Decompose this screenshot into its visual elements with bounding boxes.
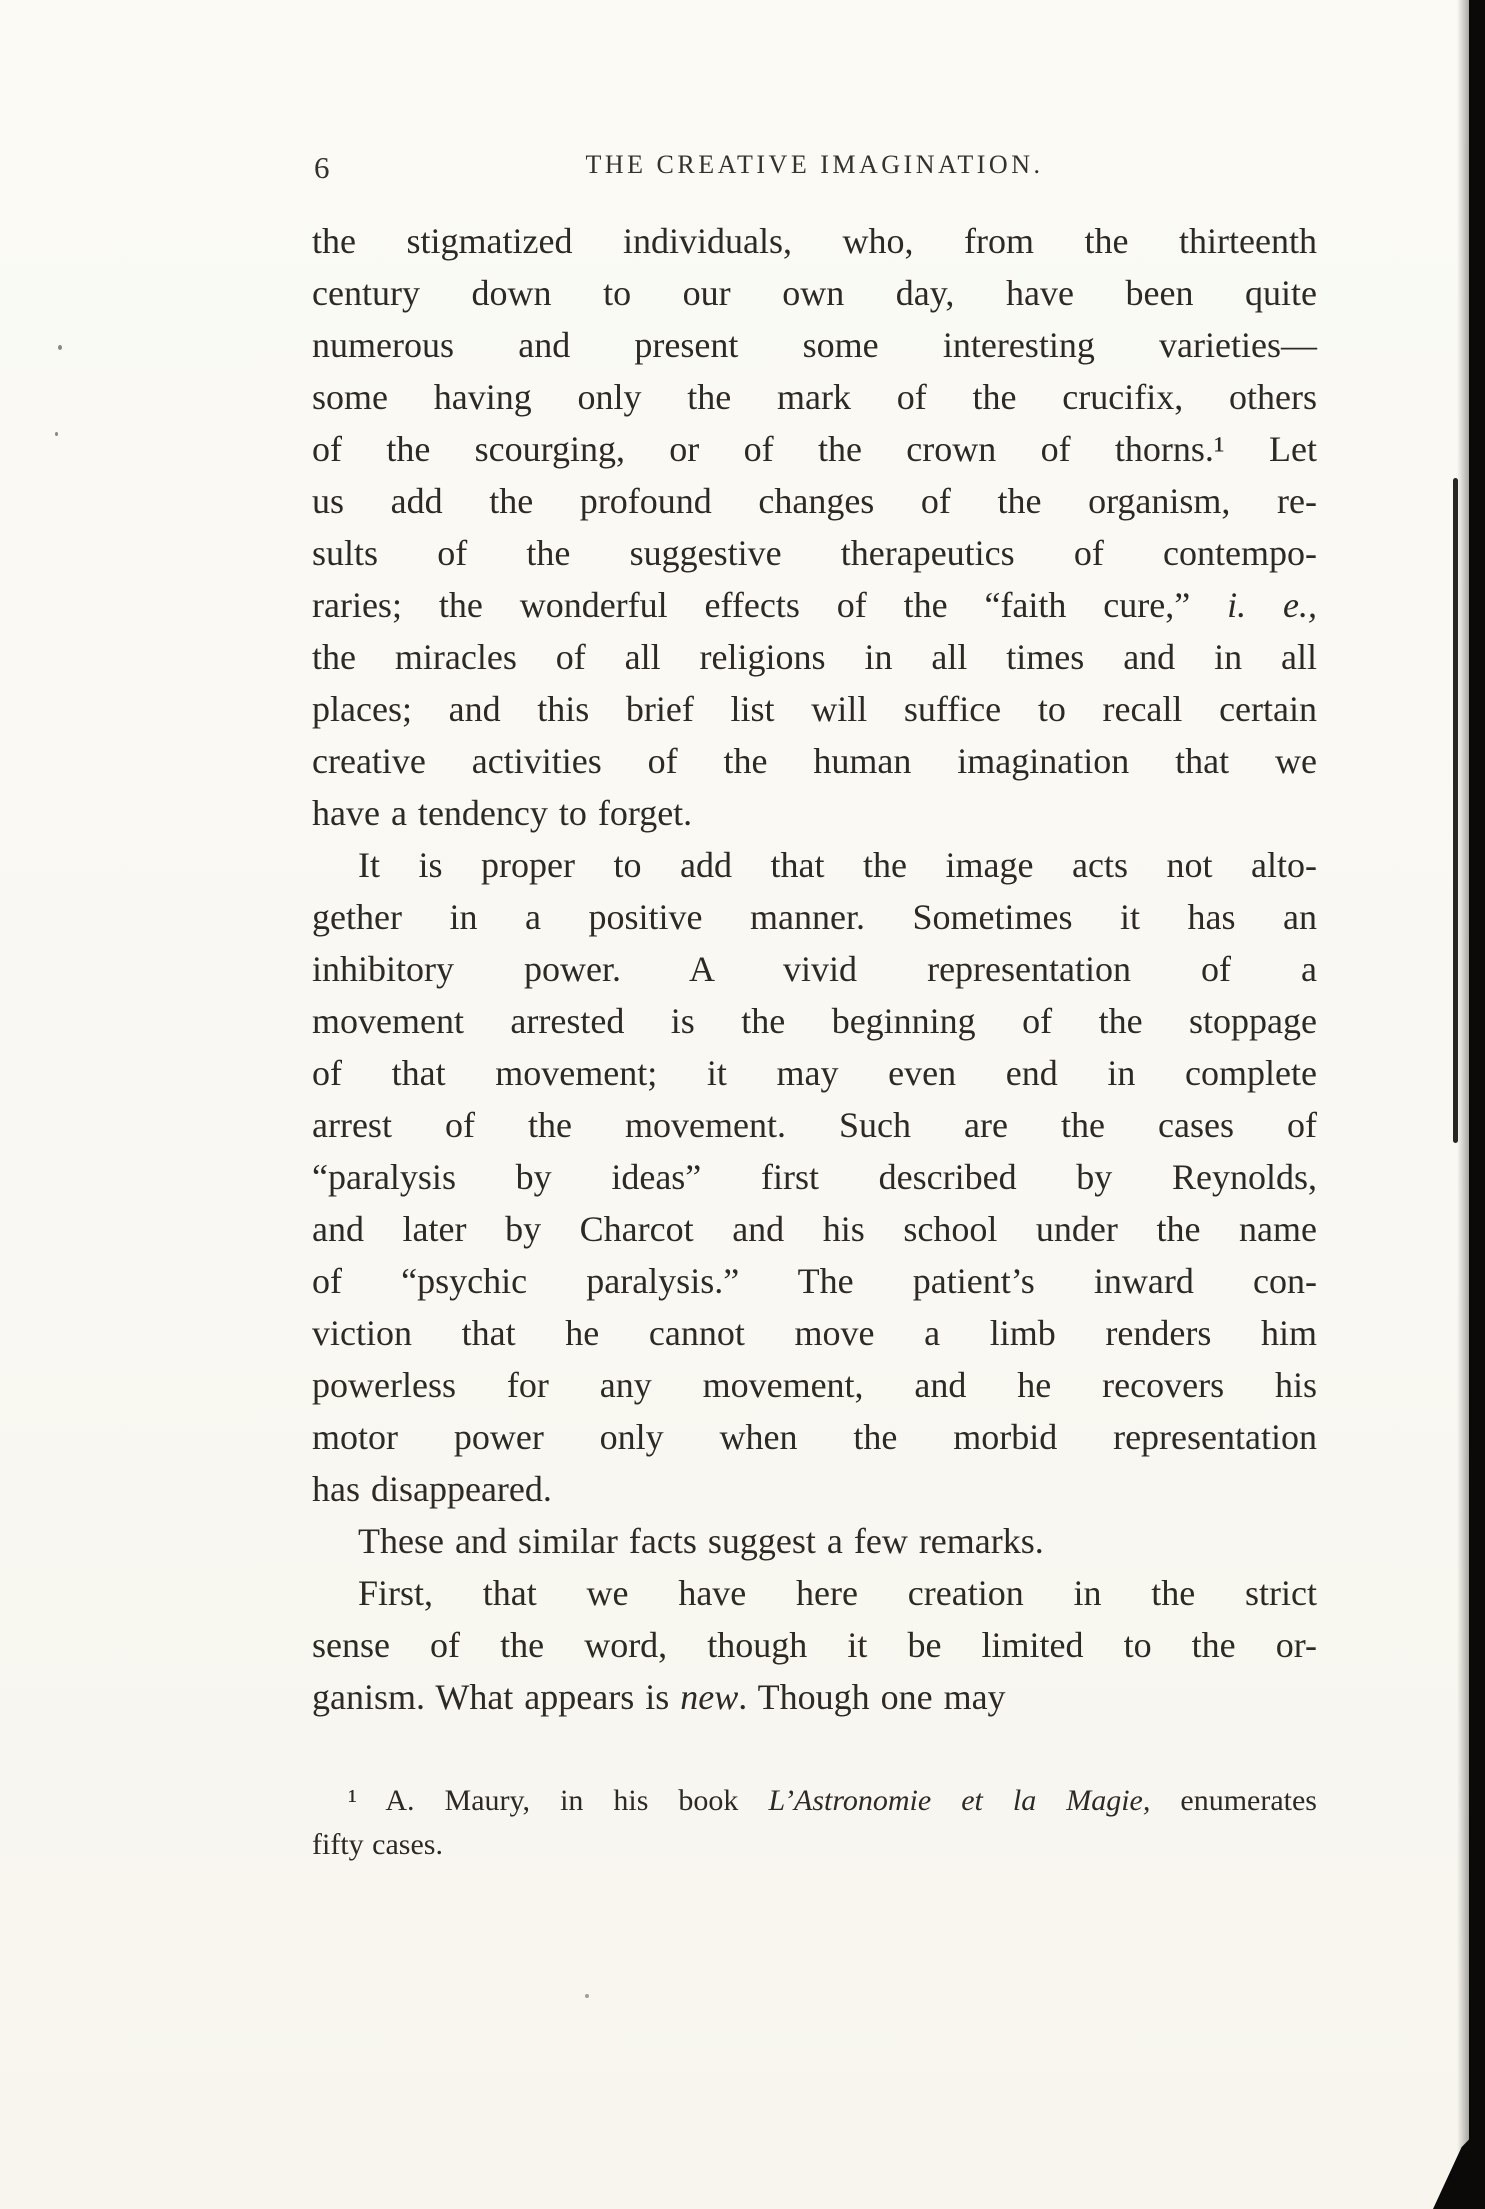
text-line: places; and this brief list will suffice to recall certain [312, 689, 1317, 729]
page-header [312, 150, 1317, 184]
dust-speck [58, 345, 62, 350]
text-line: has disappeared. [312, 1469, 552, 1509]
text-line: of the scourging, or of the crown of thorns.¹ Let [312, 429, 1317, 469]
text-line: gether in a positive manner. Sometimes it has an [312, 897, 1317, 937]
page-content [312, 150, 1317, 1867]
scan-edge-shadow [1469, 0, 1485, 2209]
body-text [312, 215, 1317, 1723]
text-line: viction that he cannot move a limb renders him [312, 1313, 1317, 1353]
text-line: These and similar facts suggest a few remarks. [358, 1521, 1044, 1561]
text-line: ¹ A. Maury, in his book L’Astronomie et la Magie, enumerates [348, 1784, 1317, 1817]
text-line: of that movement; it may even end in complete [312, 1053, 1317, 1093]
dust-speck [585, 1994, 589, 1998]
text-line: creative activities of the human imagination that we [312, 741, 1317, 781]
text-line: century down to our own day, have been quite [312, 273, 1317, 313]
text-line: fifty cases. [312, 1828, 443, 1861]
running-head: THE CREATIVE IMAGINATION. [585, 150, 1044, 179]
text-line: numerous and present some interesting varieties— [312, 325, 1317, 365]
text-line: have a tendency to forget. [312, 793, 693, 833]
text-line: First, that we have here creation in the strict [358, 1573, 1317, 1613]
paragraph [312, 215, 1317, 839]
paragraph [312, 839, 1317, 1515]
text-line: sense of the word, though it be limited to the or- [312, 1625, 1317, 1665]
text-line: powerless for any movement, and he recovers his [312, 1365, 1317, 1405]
text-line: the miracles of all religions in all times and in all [312, 637, 1317, 677]
text-line: ganism. What appears is new. Though one may [312, 1677, 1006, 1717]
text-line: raries; the wonderful effects of the “faith cure,” i. e., [312, 585, 1317, 625]
text-line: us add the profound changes of the organism, re- [312, 481, 1317, 521]
footnote [312, 1779, 1317, 1867]
scan-edge-line [1453, 478, 1458, 1143]
paragraph [312, 1515, 1317, 1567]
text-line: and later by Charcot and his school under the name [312, 1209, 1317, 1249]
text-line: inhibitory power. A vivid representation of a [312, 949, 1317, 989]
text-line: arrest of the movement. Such are the cases of [312, 1105, 1317, 1145]
text-line: of “psychic paralysis.” The patient’s inward con- [312, 1261, 1317, 1301]
text-line: “paralysis by ideas” first described by Reynolds, [312, 1157, 1317, 1197]
paragraph [312, 1567, 1317, 1723]
scan-edge-fade [1457, 0, 1469, 2209]
dust-speck [55, 432, 58, 436]
text-line: sults of the suggestive therapeutics of contempo- [312, 533, 1317, 573]
text-line: some having only the mark of the crucifix, others [312, 377, 1317, 417]
text-line: motor power only when the morbid representation [312, 1417, 1317, 1457]
text-line: the stigmatized individuals, who, from the thirteenth [312, 221, 1317, 261]
text-line: It is proper to add that the image acts not alto- [358, 845, 1317, 885]
text-line: movement arrested is the beginning of the stoppage [312, 1001, 1317, 1041]
page-number: 6 [314, 150, 330, 185]
